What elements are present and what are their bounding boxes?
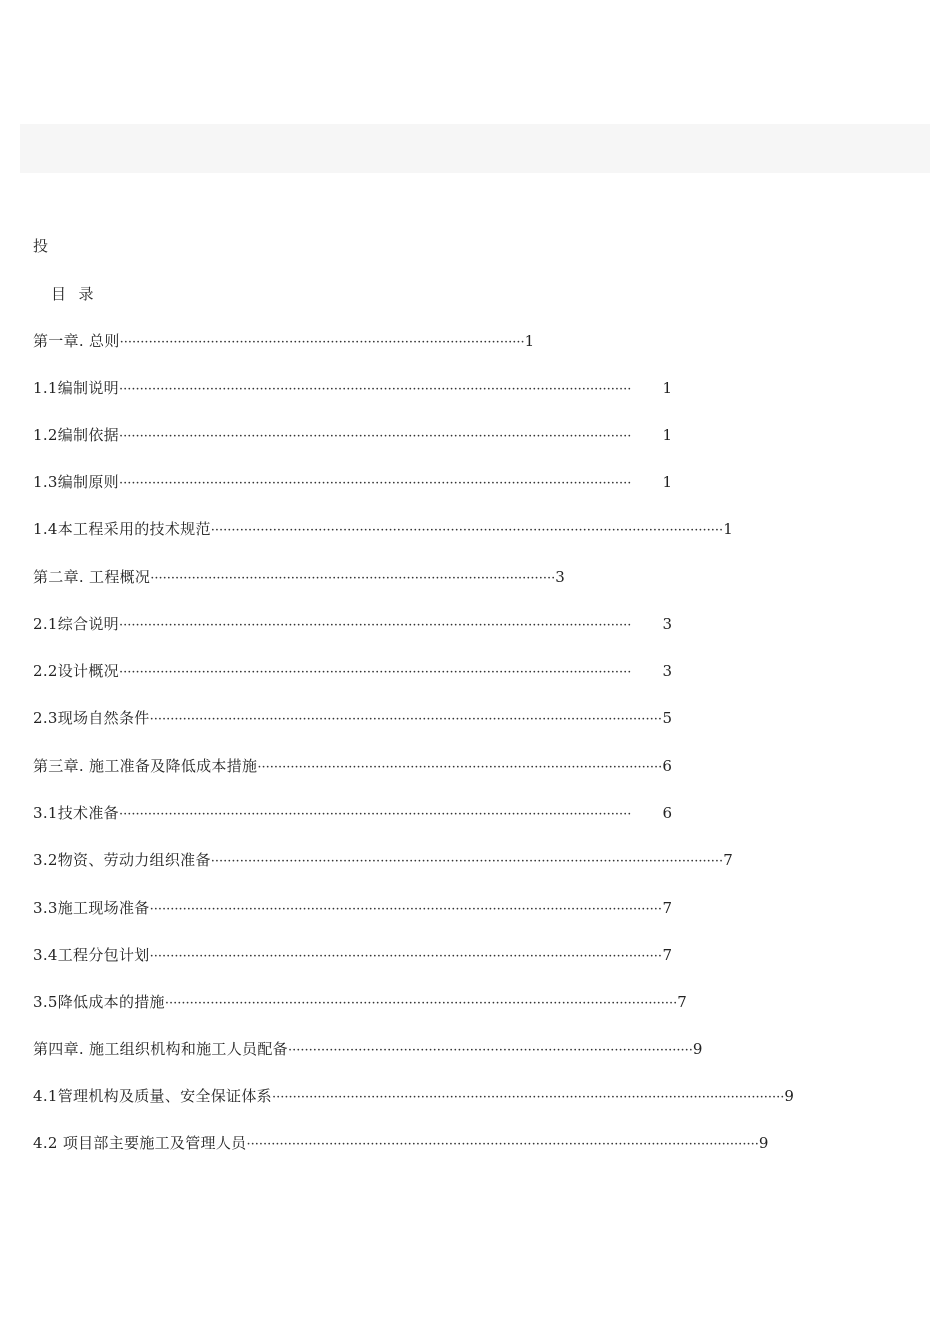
toc-entry-page: 1 bbox=[524, 332, 535, 350]
toc-entry[interactable] bbox=[33, 756, 672, 778]
toc-entry[interactable] bbox=[33, 803, 672, 825]
toc-entry-page: 7 bbox=[662, 899, 672, 917]
toc-entry-page: 1 bbox=[662, 473, 672, 491]
toc-entry[interactable] bbox=[33, 945, 672, 967]
toc-entry-label: 1.1编制说明 bbox=[33, 379, 119, 397]
toc-entry-page: 7 bbox=[662, 946, 672, 964]
toc-leader-dots: ···························································································································· bbox=[164, 996, 678, 1011]
toc-entry-label: 3.3施工现场准备 bbox=[33, 899, 150, 917]
toc-leader-dots: ·································································································· bbox=[119, 335, 525, 350]
toc-entry-page: 6 bbox=[662, 804, 672, 822]
toc-entry-label: 第一章. 总则 bbox=[33, 332, 120, 350]
toc-leader-dots: ···························································································································· bbox=[118, 618, 632, 633]
toc-entry[interactable] bbox=[33, 850, 733, 872]
toc-leader-dots: ···························································································································· bbox=[118, 382, 632, 397]
toc-entry-page: 7 bbox=[723, 851, 733, 869]
toc-entry[interactable] bbox=[33, 472, 672, 494]
toc-entry-page: 3 bbox=[662, 662, 672, 680]
toc-leader-dots: ···························································································································· bbox=[118, 665, 632, 680]
toc-entry-label: 2.1综合说明 bbox=[33, 615, 119, 633]
toc-entry[interactable] bbox=[33, 1039, 703, 1061]
toc-leader-dots: ···························································································································· bbox=[118, 476, 632, 491]
toc-entry-page: 3 bbox=[662, 615, 672, 633]
toc-leader-dots: ···························································································································· bbox=[149, 902, 662, 917]
toc-entry-page: 9 bbox=[692, 1040, 703, 1058]
toc-entry-label: 3.5降低成本的措施 bbox=[33, 993, 165, 1011]
toc-entry-label: 3.1技术准备 bbox=[33, 804, 119, 822]
toc-entry-label: 3.4工程分包计划 bbox=[33, 946, 150, 964]
toc-entry-page: 3 bbox=[555, 568, 565, 586]
toc-leader-dots: ···························································································································· bbox=[210, 854, 724, 869]
toc-leader-dots: ···························································································································· bbox=[118, 429, 632, 444]
toc-entry-label: 1.3编制原则 bbox=[33, 473, 119, 491]
toc-entry-label: 1.2编制依据 bbox=[33, 426, 119, 444]
toc-title-part1: 目 bbox=[51, 285, 67, 303]
toc-entry[interactable] bbox=[33, 1133, 769, 1155]
toc-entry[interactable] bbox=[33, 1086, 794, 1108]
toc-leader-dots: ·································································································· bbox=[257, 760, 663, 775]
toc-entry[interactable] bbox=[33, 425, 672, 447]
toc-entry[interactable] bbox=[33, 898, 672, 920]
toc-entry-page: 9 bbox=[758, 1134, 769, 1152]
toc-leader-dots: ···························································································································· bbox=[149, 712, 662, 727]
toc-entry[interactable] bbox=[33, 614, 672, 636]
toc-leader-dots: ···························································································································· bbox=[246, 1137, 759, 1152]
toc-entry-label: 2.2设计概况 bbox=[33, 662, 119, 680]
header-band bbox=[20, 124, 930, 173]
toc-entry[interactable] bbox=[33, 331, 535, 353]
toc-leader-dots: ···························································································································· bbox=[271, 1090, 785, 1105]
toc-title bbox=[51, 284, 94, 304]
toc-entry-page: 1 bbox=[723, 520, 733, 538]
toc-entry-label: 2.3现场自然条件 bbox=[33, 709, 150, 727]
toc-entry-page: 1 bbox=[662, 426, 672, 444]
toc-entry[interactable] bbox=[33, 992, 687, 1014]
toc-leader-dots: ·································································································· bbox=[150, 571, 556, 586]
toc-leader-dots: ···························································································································· bbox=[118, 807, 632, 822]
toc-entry-page: 6 bbox=[662, 757, 672, 775]
toc-entry[interactable] bbox=[33, 567, 565, 589]
toc-entry[interactable] bbox=[33, 708, 672, 730]
toc-entry[interactable] bbox=[33, 661, 672, 683]
toc-entry-page: 9 bbox=[784, 1087, 794, 1105]
toc-entry-page: 1 bbox=[662, 379, 672, 397]
toc-title-part2: 录 bbox=[78, 285, 95, 303]
toc-leader-dots: ···························································································································· bbox=[210, 523, 724, 538]
toc-entry-label: 第三章. 施工准备及降低成本措施 bbox=[33, 757, 258, 775]
toc-leader-dots: ···························································································································· bbox=[149, 949, 662, 964]
toc-entry-label: 第四章. 施工组织机构和施工人员配备 bbox=[33, 1040, 288, 1058]
toc-entry-label: 4.2 项目部主要施工及管理人员 bbox=[33, 1134, 247, 1152]
toc-entry-label: 4.1管理机构及质量、安全保证体系 bbox=[33, 1087, 272, 1105]
toc-entry[interactable] bbox=[33, 378, 672, 400]
toc-entry-label: 第二章. 工程概况 bbox=[33, 568, 151, 586]
toc-entry-label: 1.4本工程采用的技术规范 bbox=[33, 520, 211, 538]
toc-entry[interactable] bbox=[33, 519, 733, 541]
heading-char: 投 bbox=[33, 237, 49, 255]
toc-entry-page: 7 bbox=[677, 993, 687, 1011]
toc-entry-label: 3.2物资、劳动力组织准备 bbox=[33, 851, 211, 869]
toc-entry-page: 5 bbox=[662, 709, 672, 727]
toc-leader-dots: ·································································································· bbox=[287, 1043, 693, 1058]
